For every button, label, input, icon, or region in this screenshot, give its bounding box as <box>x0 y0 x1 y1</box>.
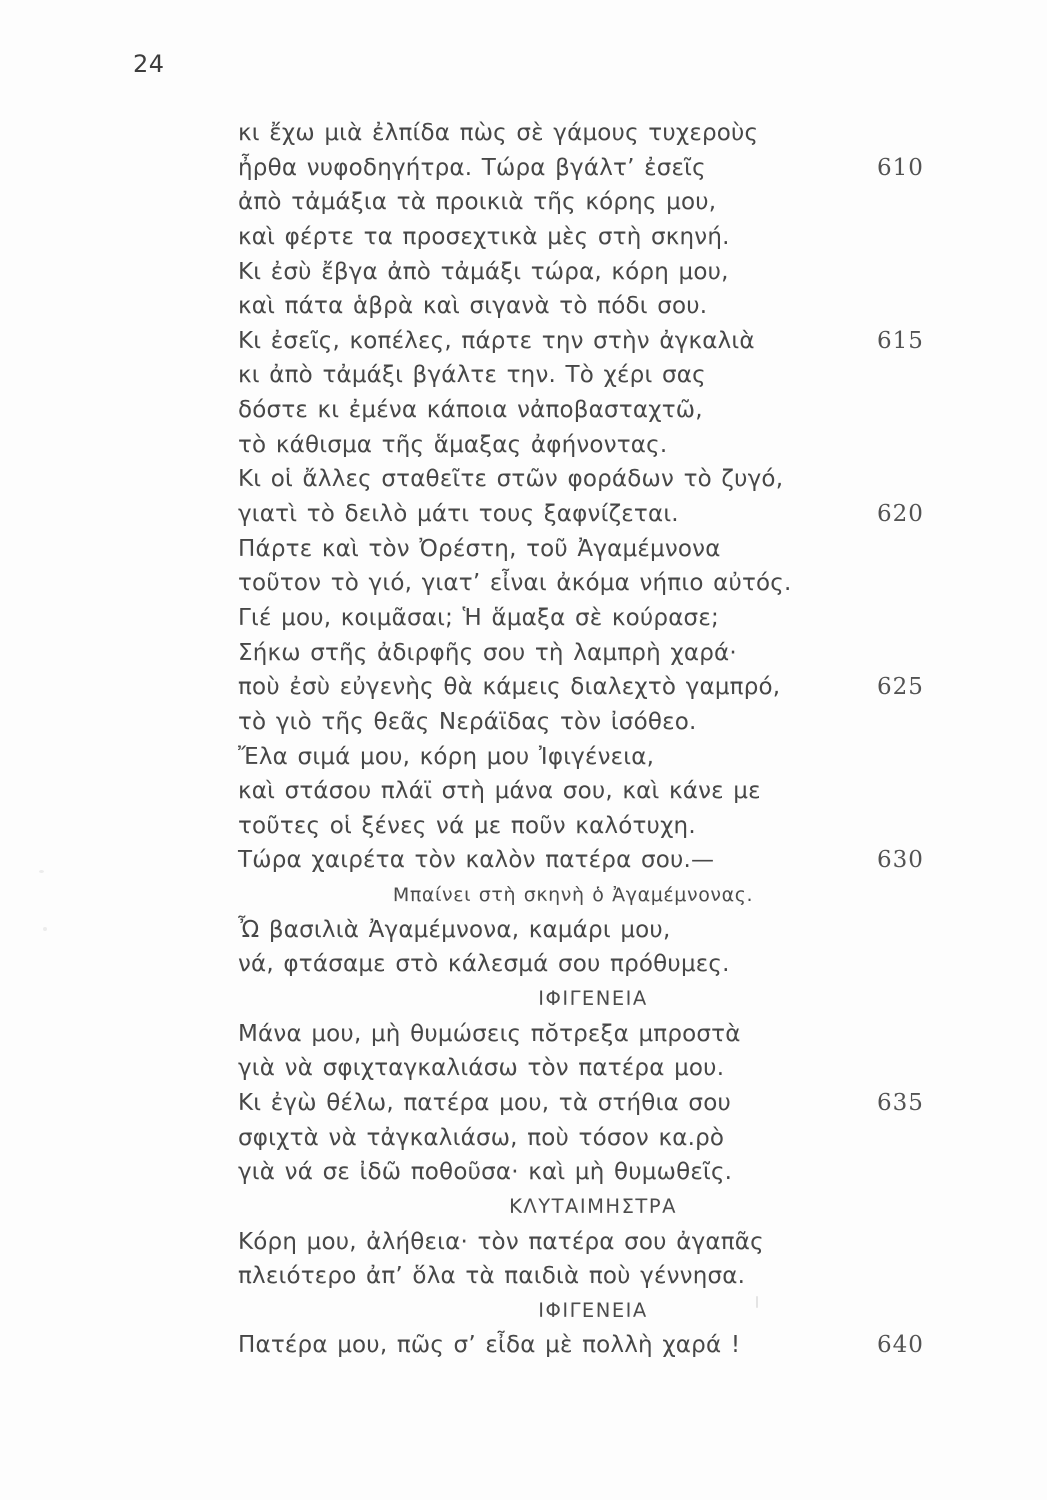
verse-line <box>0 947 1047 982</box>
verse-line-text: Ἔλα σιμά μου, κόρη μου Ἰφιγένεια, <box>238 743 655 770</box>
verse-line <box>0 1086 1047 1121</box>
verse-line <box>0 809 1047 844</box>
verse-line <box>0 532 1047 567</box>
verse-line <box>0 670 1047 705</box>
verse-line-text: τὸ κάθισμα τῆς ἅμαξας ἀφήνοντας. <box>238 431 668 458</box>
verse-line <box>0 1051 1047 1086</box>
verse-line-text: γιὰ νά σε ἰδῶ ποθοῦσα· καὶ μὴ θυμωθεῖς. <box>238 1159 733 1186</box>
verse-line-text: σφιχτὰ νὰ τἀγκαλιάσω, ποὺ τόσον κα.ρὸ <box>238 1124 725 1151</box>
verse-line-text: Πάρτε καὶ τὸν Ὀρέστη, τοῦ Ἀγαμέμνονα <box>238 535 721 562</box>
scan-speck <box>39 870 44 873</box>
verse-line-text: γιατὶ τὸ δειλὸ μάτι τους ξαφνίζεται. <box>238 501 679 528</box>
verse-line <box>0 705 1047 740</box>
speaker-heading <box>0 1190 1047 1225</box>
margin-line-number: 620 <box>877 501 924 528</box>
verse-line <box>0 324 1047 359</box>
verse-line <box>0 1225 1047 1260</box>
verse-line <box>0 1259 1047 1294</box>
verse-line <box>0 255 1047 290</box>
margin-line-number: 625 <box>877 674 924 701</box>
verse-line-text: Κι ἐσεῖς, κοπέλες, πάρτε την στὴν ἀγκαλιὰ <box>238 327 755 354</box>
verse-line <box>0 151 1047 186</box>
verse-line-text: ἦρθα νυφοδηγήτρα. Τώρα βγάλτ’ ἐσεῖς <box>238 154 706 181</box>
margin-line-number: 635 <box>877 1089 924 1116</box>
verse-line <box>0 774 1047 809</box>
verse-line <box>0 1017 1047 1052</box>
text-block <box>0 116 1047 1363</box>
verse-line <box>0 393 1047 428</box>
verse-line-text: ἀπὸ τἀμάξια τὰ προικιὰ τῆς κόρης μου, <box>238 189 717 216</box>
verse-line-text: Ὦ βασιλιὰ Ἀγαμέμνονα, καμάρι μου, <box>238 916 671 943</box>
verse-line-text: Μάνα μου, μὴ θυμώσεις πο̆τρεξα μπροστὰ <box>238 1020 741 1047</box>
verse-line <box>0 289 1047 324</box>
verse-line-text: κι ἀπὸ τἀμάξι βγάλτε την. Τὸ χέρι σας <box>238 362 706 389</box>
margin-line-number: 615 <box>877 327 924 354</box>
verse-line-text: καὶ στάσου πλάϊ στὴ μάνα σου, καὶ κάνε με <box>238 778 761 805</box>
verse-line-text: Κόρη μου, ἀλήθεια· τὸν πατέρα σου ἀγαπᾶς <box>238 1228 764 1255</box>
verse-line <box>0 601 1047 636</box>
verse-line-text: κι ἔχω μιὰ ἐλπίδα πὼς σὲ γάμους τυχεροὺς <box>238 120 759 146</box>
verse-line-text: Σήκω στῆς ἀδιρφῆς σου τὴ λαμπρὴ χαρά· <box>238 639 737 666</box>
page-number: 24 <box>133 50 165 78</box>
speaker-heading-text: ΚΛΥΤΑΙΜΗΣΤΡΑ <box>509 1194 677 1218</box>
speaker-heading <box>0 1294 1047 1329</box>
verse-line-text: ποὺ ἐσὺ εὐγενὴς θὰ κάμεις διαλεχτὸ γαμπρό, <box>238 674 781 701</box>
scan-speck <box>43 927 47 931</box>
verse-line-text: τοῦτον τὸ γιό, γιατ’ εἶναι ἀκόμα νήπιο αὐτός. <box>238 570 792 597</box>
verse-line-text: τὸ γιὸ τῆς θεᾶς Νεράϊδας τὸν ἰσόθεο. <box>238 708 697 735</box>
scan-speck <box>756 1296 758 1308</box>
speaker-heading <box>0 982 1047 1017</box>
verse-line-text: καὶ φέρτε τα προσεχτικὰ μὲς στὴ σκηνή. <box>238 223 730 250</box>
verse-line <box>0 116 1047 151</box>
verse-line-text: δόστε κι ἐμένα κάποια νἀποβασταχτῶ, <box>238 397 703 424</box>
verse-line <box>0 462 1047 497</box>
stage-direction <box>0 878 1047 913</box>
verse-line <box>0 566 1047 601</box>
verse-line <box>0 843 1047 878</box>
margin-line-number: 610 <box>877 154 924 181</box>
speaker-heading-text: ΙΦΙΓΕΝΕΙΑ <box>538 1298 648 1322</box>
verse-line <box>0 220 1047 255</box>
verse-line-text: καὶ πάτα ἁβρὰ καὶ σιγανὰ τὸ πόδι σου. <box>238 293 708 320</box>
verse-line <box>0 913 1047 948</box>
verse-line <box>0 1328 1047 1363</box>
verse-line <box>0 185 1047 220</box>
stage-direction-text: Μπαίνει στὴ σκηνὴ ὁ Ἀγαμέμνονας. <box>392 884 754 907</box>
verse-line-text: Κι οἱ ἄλλες σταθεῖτε στῶν φοράδων τὸ ζυγό, <box>238 466 784 493</box>
margin-line-number: 640 <box>877 1332 924 1359</box>
verse-line-text: τοῦτες οἱ ξένες νά με ποῦν καλότυχη. <box>238 812 696 839</box>
verse-line-text: Γιέ μου, κοιμᾶσαι; Ἡ ἅμαξα σὲ κούρασε; <box>238 604 719 631</box>
verse-line-text: Κι ἐσὺ ἔβγα ἀπὸ τἀμάξι τώρα, κόρη μου, <box>238 258 729 285</box>
verse-line <box>0 636 1047 671</box>
verse-line-text: νά, φτάσαμε στὸ κάλεσμά σου πρόθυμες. <box>238 951 730 978</box>
verse-line-text: γιὰ νὰ σφιχταγκαλιάσω τὸν πατέρα μου. <box>238 1055 725 1082</box>
speaker-heading-text: ΙΦΙΓΕΝΕΙΑ <box>538 987 648 1011</box>
verse-line <box>0 740 1047 775</box>
verse-line <box>0 1121 1047 1156</box>
verse-line <box>0 1155 1047 1190</box>
margin-line-number: 630 <box>877 847 924 874</box>
verse-line-text: Τώρα χαιρέτα τὸν καλὸν πατέρα σου.— <box>238 847 715 874</box>
verse-line-text: Πατέρα μου, πῶς σ’ εἶδα μὲ πολλὴ χαρά ! <box>238 1332 741 1359</box>
verse-line <box>0 358 1047 393</box>
verse-line <box>0 428 1047 463</box>
verse-line-text: Κι ἐγὼ θέλω, πατέρα μου, τὰ στήθια σου <box>238 1089 731 1116</box>
verse-line-text: πλειότερο ἀπ’ ὅλα τὰ παιδιὰ ποὺ γέννησα. <box>238 1263 746 1290</box>
verse-line <box>0 497 1047 532</box>
